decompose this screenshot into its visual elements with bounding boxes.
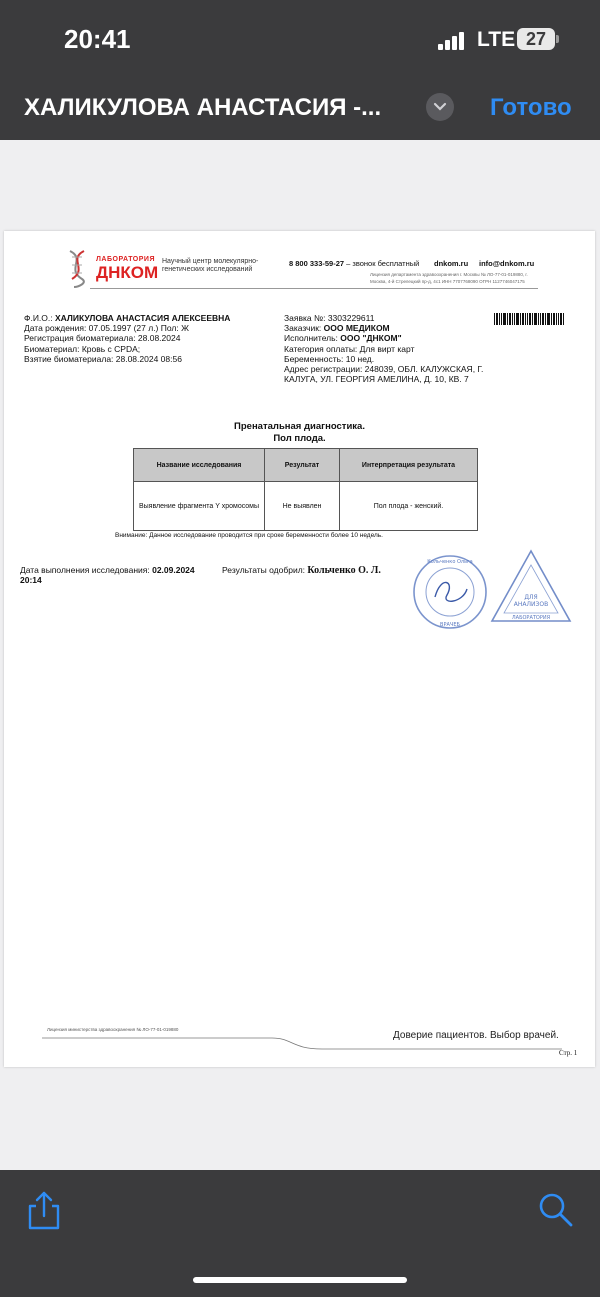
table-cell: Не выявлен [265,482,340,531]
document-page [4,231,595,1067]
title-line-2: Пол плода. [273,433,326,444]
logo-word: ЛАБОРАТОРИЯ [96,256,155,263]
header-site: dnkom.ru [434,259,469,268]
biomaterial: Биоматериал: Кровь с CPDA; [24,343,141,354]
done-button[interactable]: Готово [490,94,572,121]
svg-text:ВРАЧЕБ: ВРАЧЕБ [440,622,460,628]
customer: ООО МЕДИКОМ [323,323,390,334]
document-title: ХАЛИКУЛОВА АНАСТАСИЯ -... [24,94,382,121]
completion-label: Дата выполнения исследования: [20,565,153,575]
completion-date-value: 02.09.2024 [152,565,195,575]
sampling-date: Взятие биоматериала: 28.08.2024 08:56 [24,353,182,364]
svg-text:АНАЛИЗОВ: АНАЛИЗОВ [513,601,549,608]
logo-subtitle: Научный центр молекулярно-генетических исследований [162,258,259,273]
phone-number: 8 800 333-59-27 [289,259,345,268]
order-block [284,313,514,384]
header-divider [90,288,538,289]
dna-logo-icon [62,249,94,289]
patient-name: ХАЛИКУЛОВА АНАСТАСИЯ АЛЕКСЕЕВНА [55,313,231,323]
completion-time: 20:14 [20,575,42,585]
battery-nub [556,35,559,43]
pregnancy: Беременность: 10 нед. [284,353,375,364]
barcode [494,313,564,325]
battery-icon: 27 [517,28,555,50]
signal-icon [438,30,466,50]
payment-category: Категория оплаты: Для вирт карт [284,343,415,354]
header-email: info@dnkom.ru [479,259,535,268]
footer-license: Лицензия министерства здравоохранения № ЛО-77-01-019880 [47,1027,179,1032]
address: Адрес регистрации: 248039, ОБЛ. КАЛУЖСКАЯ, Г. КАЛУГА, УЛ. ГЕОРГИЯ АМЕЛИНА, Д. 10, КВ. 7 [284,364,484,385]
title-menu-button[interactable] [426,93,454,121]
home-indicator[interactable] [193,1277,407,1283]
birth-date: Дата рождения: 07.05.1997 (27 л.) Пол: Ж [24,323,189,334]
customer-label: Заказчик: [284,323,324,334]
logo-name: ДНКОМ [96,263,159,282]
table-cell: Пол плода - женский. [340,482,478,531]
title-line-1: Пренатальная диагностика. [234,421,365,432]
executor: ООО "ДНКОМ" [340,333,402,344]
table-cell: Выявление фрагмента Y хромосомы [134,482,265,531]
phone-note: – звонок бесплатный [344,259,420,268]
fio-label: Ф.И.О.: [24,313,53,323]
chevron-down-icon [426,93,454,121]
footer-slogan: Доверие пациентов. Выбор врачей. [393,1030,559,1041]
executor-row [284,333,514,343]
header-phone [289,259,419,268]
search-icon[interactable] [538,1192,578,1232]
status-time: 20:41 [64,24,131,54]
navigation-bar [0,82,600,140]
svg-text:ДЛЯ: ДЛЯ [524,594,538,601]
customer-row [284,323,514,333]
results-table [133,448,478,531]
table-header: Интерпретация результата [340,449,478,482]
network-type: LTE [477,28,516,51]
header-license: Лицензия департамента здравоохранения г. Москвы № ЛО-77-01-019880, г. Москва, 4-й Стрелецкий пр-д, 4с1 ИНН 7707768090 ОГРН 1127746047175 [370,272,528,284]
request-number: Заявка №: 3303229611 [284,313,375,323]
approved-label: Результаты одобрил: [222,565,308,575]
page-number: Стр. 1 [559,1049,578,1057]
share-icon[interactable] [26,1190,62,1230]
svg-text:Кольченко Ольга: Кольченко Ольга [427,559,473,565]
approved-by [222,565,381,576]
table-header: Название исследования [134,449,265,482]
doctor-stamp [411,553,489,631]
patient-block [24,313,230,364]
registration-date: Регистрация биоматериала: 28.08.2024 [24,333,181,344]
lab-stamp [490,549,572,623]
approver-name: Кольченко О. Л. [307,565,381,576]
status-bar [0,0,600,82]
table-header: Результат [265,449,340,482]
executor-label: Исполнитель: [284,333,341,344]
svg-text:ЛАБОРАТОРИЯ: ЛАБОРАТОРИЯ [511,615,551,621]
table-row [134,482,478,531]
table-header-row [134,449,478,482]
attention-note: Внимание: Данное исследование проводится при сроке беременности более 10 недель. [115,532,383,539]
patient-name-row [24,313,230,323]
report-title [4,421,595,445]
completion-date [20,565,195,585]
